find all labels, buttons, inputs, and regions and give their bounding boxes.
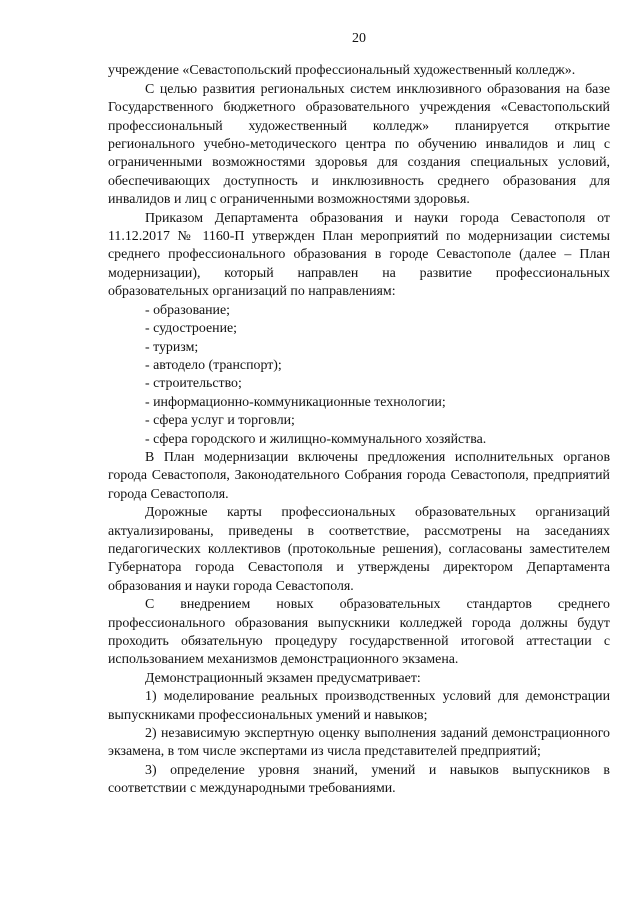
list-item: 1) моделирование реальных производственных условий для демонстрации выпускниками профессиональных умений и навыков; [108,689,610,723]
paragraph-exam-intro: Демонстрационный экзамен предусматривает: [145,670,421,686]
list-item: - информационно-коммуникационные технологии; [145,394,446,410]
paragraph-plan-proposals: В План модернизации включены предложения исполнительных органов города Севастополя, Законодательного Собрания города Севастополя, предприятий города Севастополя. [108,449,610,502]
list-item: 3) определение уровня знаний, умений и навыков выпускников в соответствии с международными требованиями. [108,762,610,797]
paragraph-modernization-order: Приказом Департамента образования и науки города Севастополя от 11.12.2017 № 1160-П утвержден План мероприятий по модернизации системы среднего профессионального образования в городе Севастополе (далее – План модернизации), который направлен на развитие профессиональных образовательных организаций по направлениям: [108,210,610,300]
document-page [108,30,610,799]
list-item: - образование; [145,302,231,318]
list-item: 2) независимую экспертную оценку выполнения заданий демонстрационного экзамена, в том числе экспертами из числа представителей предприятий; [108,726,610,760]
exam-items-list [108,688,610,798]
page-number: 20 [352,31,366,46]
directions-list [108,302,610,449]
list-item: - строительство; [145,376,242,392]
paragraph-college-name: учреждение «Севастопольский профессиональный художественный колледж». [108,63,576,79]
list-item: - туризм; [145,339,199,355]
list-item: - сфера услуг и торговли; [145,413,295,429]
list-item: - автодело (транспорт); [145,357,282,373]
list-item: - сфера городского и жилищно-коммунального хозяйства. [145,431,487,447]
paragraph-inclusive-education: С целью развития региональных систем инклюзивного образования на базе Государственного бюджетного образовательного учреждения «Севастопольский профессиональный художественный колледж» планируется открытие регионального учебно-методического центра по обучению инвалидов и лиц с ограниченными возможностями здоровья для создания специальных условий, обеспечивающих доступность и инклюзивность среднего образования для инвалидов и лиц с ограниченными возможностями здоровья. [108,81,610,208]
list-item: - судостроение; [145,321,238,337]
paragraph-road-maps: Дорожные карты профессиональных образовательных организаций актуализированы, приведены в соответствие, рассмотрены на заседаниях педагогических коллективов (протокольные решения), согласованы заместителем Губернатора города Севастополя и утверждены директором Департамента образования и науки города Севастополя. [108,505,610,594]
paragraph-new-standards: С внедрением новых образовательных стандартов среднего профессионального образования выпускники колледжей города должны будут проходить обязательную процедуру государственной итоговой аттестации с использованием механизмов демонстрационного экзамена. [108,597,610,668]
